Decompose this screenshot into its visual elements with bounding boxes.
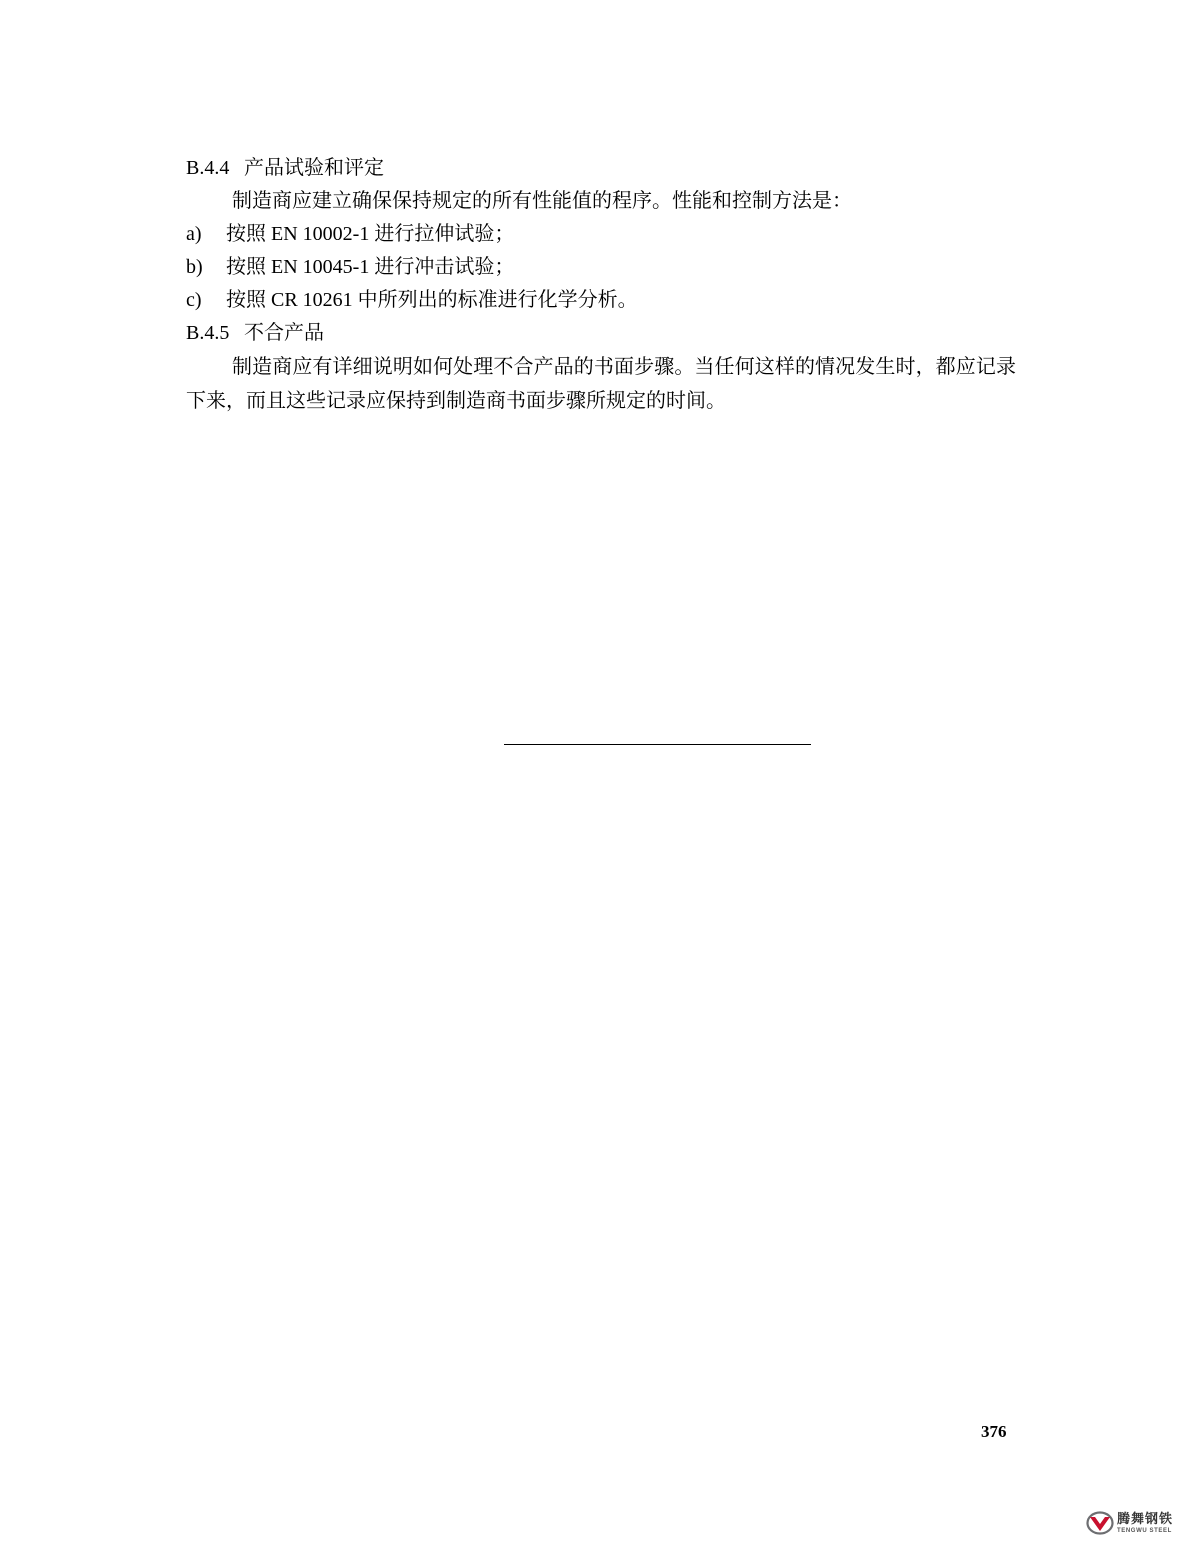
- logo-mark-icon: [1086, 1510, 1114, 1536]
- logo-name-en: TENGWU STEEL: [1117, 1527, 1172, 1534]
- section-heading-b45: [186, 317, 1016, 350]
- section-heading-b44: [186, 152, 1016, 185]
- company-logo: [1086, 1508, 1190, 1538]
- list-item: [186, 284, 1016, 317]
- footnote-separator: [504, 744, 811, 745]
- list-marker: a): [186, 223, 202, 245]
- list-item: [186, 251, 1016, 284]
- section-intro: 制造商应建立确保保持规定的所有性能值的程序。性能和控制方法是：: [232, 190, 852, 212]
- section-number: B.4.5: [186, 322, 230, 344]
- page-body: [186, 152, 1016, 418]
- logo-name-cn: 腾舞钢铁: [1117, 1511, 1174, 1527]
- section-title: 产品试验和评定: [244, 157, 384, 179]
- section-paragraph: 制造商应有详细说明如何处理不合产品的书面步骤。当任何这样的情况发生时，都应记录下来，而且这些记录应保持到制造商书面步骤所规定的时间。: [186, 356, 1016, 412]
- section-number: B.4.4: [186, 157, 230, 179]
- list-text: 按照 EN 10002-1 进行拉伸试验；: [226, 223, 515, 245]
- list-marker: b): [186, 256, 203, 278]
- list-text: 按照 EN 10045-1 进行冲击试验；: [226, 256, 515, 278]
- list-text: 按照 CR 10261 中所列出的标准进行化学分析。: [226, 289, 638, 311]
- page-number: 376: [981, 1422, 1007, 1441]
- list-item: [186, 218, 1016, 251]
- list-marker: c): [186, 289, 202, 311]
- section-title: 不合产品: [244, 322, 324, 344]
